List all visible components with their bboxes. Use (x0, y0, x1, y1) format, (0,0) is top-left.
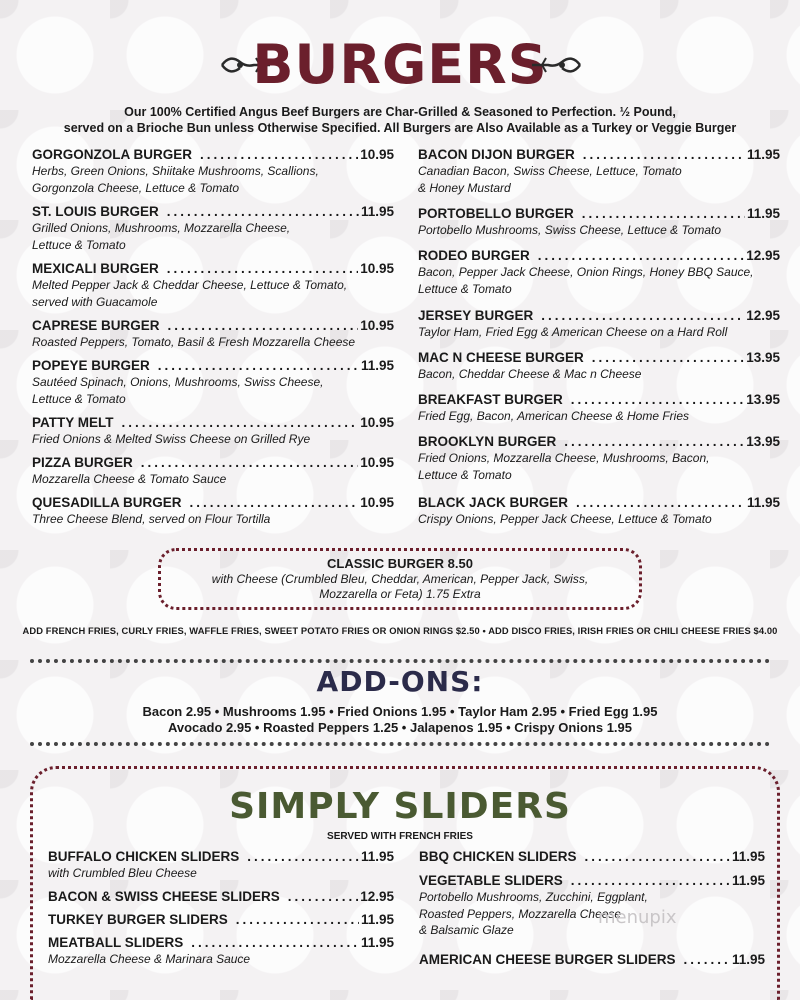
item-price: 10.95 (360, 147, 394, 162)
item-price: 11.95 (746, 495, 780, 510)
leader-dots (167, 203, 359, 220)
menu-item (419, 951, 765, 968)
classic-burger-title: CLASSIC BURGER 8.50 (327, 556, 473, 571)
menu-item (32, 357, 394, 407)
item-name: BREAKFAST BURGER (418, 392, 563, 407)
item-description: Lettuce & Tomato (418, 281, 512, 296)
menu-item (32, 317, 394, 351)
item-price: 13.95 (746, 392, 780, 407)
item-description: Fried Egg, Bacon, American Cheese & Home Fries (418, 409, 690, 423)
item-name: PIZZA BURGER (32, 455, 133, 470)
menu-item (419, 872, 765, 939)
item-price: 10.95 (360, 455, 394, 470)
item-name: ST. LOUIS BURGER (32, 204, 159, 219)
item-description: Fried Onions, Mozzarella Cheese, Mushrooms, Bacon, (418, 451, 710, 465)
item-price: 10.95 (360, 318, 394, 333)
item-description: with Crumbled Bleu Cheese (48, 866, 197, 880)
subtitle-line: Our 100% Certified Angus Beef Burgers are Char-Grilled & Seasoned to Perfection. ½ Pound, (124, 105, 676, 119)
item-description: & Balsamic Glaze (419, 923, 514, 937)
burgers-header (0, 30, 800, 100)
item-price: 11.95 (731, 873, 765, 888)
item-name: MEATBALL SLIDERS (48, 935, 184, 950)
sliders-note: SERVED WITH FRENCH FRIES (327, 831, 473, 842)
item-name: AMERICAN CHEESE BURGER SLIDERS (419, 952, 676, 967)
item-name: BLACK JACK BURGER (418, 495, 569, 510)
leader-dots (288, 888, 358, 905)
leader-dots (571, 872, 730, 889)
item-name: BUFFALO CHICKEN SLIDERS (48, 849, 240, 864)
menu-item (48, 848, 394, 882)
item-price: 11.95 (360, 935, 394, 950)
item-description: Canadian Bacon, Swiss Cheese, Lettuce, Tomato (418, 164, 682, 178)
item-price: 10.95 (360, 261, 394, 276)
menu-item (418, 247, 780, 297)
item-price: 12.95 (360, 889, 394, 904)
leader-dots (167, 260, 358, 277)
menu-item (32, 203, 394, 253)
leader-dots (592, 349, 744, 366)
item-name: BACON DIJON BURGER (418, 147, 575, 162)
item-description: Lettuce & Tomato (418, 467, 512, 482)
item-name: GORGONZOLA BURGER (32, 147, 192, 162)
item-description: Roasted Peppers, Mozzarella Cheese (419, 906, 622, 921)
menu-item (419, 848, 765, 865)
item-description: Three Cheese Blend, served on Flour Tortilla (32, 512, 271, 526)
item-name: POPEYE BURGER (32, 358, 150, 373)
item-description: Bacon, Pepper Jack Cheese, Onion Rings, Honey BBQ Sauce, (418, 265, 754, 279)
burgers-subtitle (0, 104, 800, 136)
item-name: JERSEY BURGER (418, 308, 534, 323)
menu-item (418, 349, 780, 383)
menu-item (32, 494, 394, 528)
item-price: 13.95 (746, 434, 780, 449)
leader-dots (247, 848, 359, 865)
item-description: Sautéed Spinach, Onions, Mushrooms, Swiss Cheese, (32, 375, 324, 389)
menu-item (418, 433, 780, 483)
menu-item (32, 414, 394, 448)
item-price: 11.95 (746, 147, 780, 162)
item-name: RODEO BURGER (418, 248, 530, 263)
leader-dots (200, 146, 358, 163)
item-description: Fried Onions & Melted Swiss Cheese on Grilled Rye (32, 432, 311, 446)
subtitle-line: served on a Brioche Bun unless Otherwise Specified. All Burgers are Also Available as a Turkey or Veggie Burger (63, 121, 737, 135)
menu-item (32, 454, 394, 488)
item-price: 11.95 (360, 204, 394, 219)
leader-dots (564, 433, 744, 450)
item-description: Taylor Ham, Fried Egg & American Cheese on a Hard Roll (418, 325, 728, 339)
item-name: VEGETABLE SLIDERS (419, 873, 563, 888)
leader-dots (122, 414, 359, 431)
menu-item (418, 307, 780, 341)
item-description: Lettuce & Tomato (32, 237, 126, 252)
leader-dots (168, 317, 359, 334)
leader-dots (190, 494, 359, 511)
item-name: CAPRESE BURGER (32, 318, 160, 333)
classic-burger-box (158, 548, 642, 610)
item-description: served with Guacamole (32, 294, 158, 309)
item-description: Crispy Onions, Pepper Jack Cheese, Lettuce & Tomato (418, 512, 712, 526)
menu-item (48, 911, 394, 928)
item-name: BACON & SWISS CHEESE SLIDERS (48, 889, 280, 904)
item-price: 11.95 (746, 206, 780, 221)
leader-dots (236, 911, 359, 928)
classic-burger-description: Mozzarella or Feta) 1.75 Extra (319, 587, 481, 601)
item-name: MAC N CHEESE BURGER (418, 350, 584, 365)
leader-dots (585, 848, 730, 865)
item-name: MEXICALI BURGER (32, 261, 159, 276)
item-price: 13.95 (746, 350, 780, 365)
item-price: 11.95 (360, 358, 394, 373)
item-description: Mozzarella Cheese & Marinara Sauce (48, 952, 251, 966)
leader-dots (158, 357, 359, 374)
item-description: Grilled Onions, Mushrooms, Mozzarella Cheese, (32, 221, 291, 235)
menu-item (32, 260, 394, 310)
item-name: BBQ CHICKEN SLIDERS (419, 849, 577, 864)
menu-item (418, 205, 780, 239)
menu-item (48, 934, 394, 968)
item-description: Herbs, Green Onions, Shiitake Mushrooms, Scallions, (32, 164, 319, 178)
leader-dots (191, 934, 359, 951)
item-price: 11.95 (360, 849, 394, 864)
menu-item (418, 391, 780, 425)
item-description: Lettuce & Tomato (32, 391, 126, 406)
item-price: 10.95 (360, 415, 394, 430)
item-description: Bacon, Cheddar Cheese & Mac n Cheese (418, 367, 642, 381)
item-description: Melted Pepper Jack & Cheddar Cheese, Lettuce & Tomato, (32, 278, 348, 292)
item-price: 11.95 (360, 912, 394, 927)
item-description: Portobello Mushrooms, Zucchini, Eggplant, (419, 890, 648, 904)
sliders-title: SIMPLY SLIDERS (229, 786, 571, 827)
classic-burger-description: with Cheese (Crumbled Bleu, Cheddar, American, Pepper Jack, Swiss, (211, 572, 589, 586)
item-price: 12.95 (746, 308, 780, 323)
addons-line: Bacon 2.95 • Mushrooms 1.95 • Fried Onions 1.95 • Taylor Ham 2.95 • Fried Egg 1.95 (142, 704, 658, 719)
page-title: BURGERS (252, 33, 548, 96)
watermark: menupix (598, 907, 677, 928)
item-name: BROOKLYN BURGER (418, 434, 557, 449)
fries-note: ADD FRENCH FRIES, CURLY FRIES, WAFFLE FRIES, SWEET POTATO FRIES OR ONION RINGS $2.50 • ADD DISCO FRIES, IRISH FRIES OR CHILI CHEESE FRIES $4.00 (22, 626, 778, 637)
item-name: PORTOBELLO BURGER (418, 206, 574, 221)
item-name: PATTY MELT (32, 415, 114, 430)
item-price: 11.95 (731, 952, 765, 967)
leader-dots (538, 247, 744, 264)
divider (30, 742, 770, 746)
menu-item (48, 888, 394, 905)
flourish-ornament-icon (530, 50, 582, 80)
item-price: 12.95 (746, 248, 780, 263)
item-description: Roasted Peppers, Tomato, Basil & Fresh Mozzarella Cheese (32, 335, 356, 349)
menu-item (418, 146, 780, 196)
leader-dots (141, 454, 358, 471)
leader-dots (571, 391, 744, 408)
item-description: Gorgonzola Cheese, Lettuce & Tomato (32, 180, 240, 195)
addons-line: Avocado 2.95 • Roasted Peppers 1.25 • Jalapenos 1.95 • Crispy Onions 1.95 (167, 720, 633, 735)
item-description: Mozzarella Cheese & Tomato Sauce (32, 472, 227, 486)
item-name: QUESADILLA BURGER (32, 495, 182, 510)
leader-dots (583, 146, 745, 163)
menu-item (32, 146, 394, 196)
leader-dots (576, 494, 745, 511)
item-name: TURKEY BURGER SLIDERS (48, 912, 228, 927)
leader-dots (541, 307, 744, 324)
divider (30, 659, 770, 663)
item-price: 11.95 (731, 849, 765, 864)
leader-dots (684, 951, 730, 968)
addons-title: ADD-ONS: (316, 665, 484, 698)
item-description: Portobello Mushrooms, Swiss Cheese, Lettuce & Tomato (418, 223, 722, 237)
menu-item (418, 494, 780, 528)
item-description: & Honey Mustard (418, 180, 511, 195)
item-price: 10.95 (360, 495, 394, 510)
leader-dots (582, 205, 745, 222)
